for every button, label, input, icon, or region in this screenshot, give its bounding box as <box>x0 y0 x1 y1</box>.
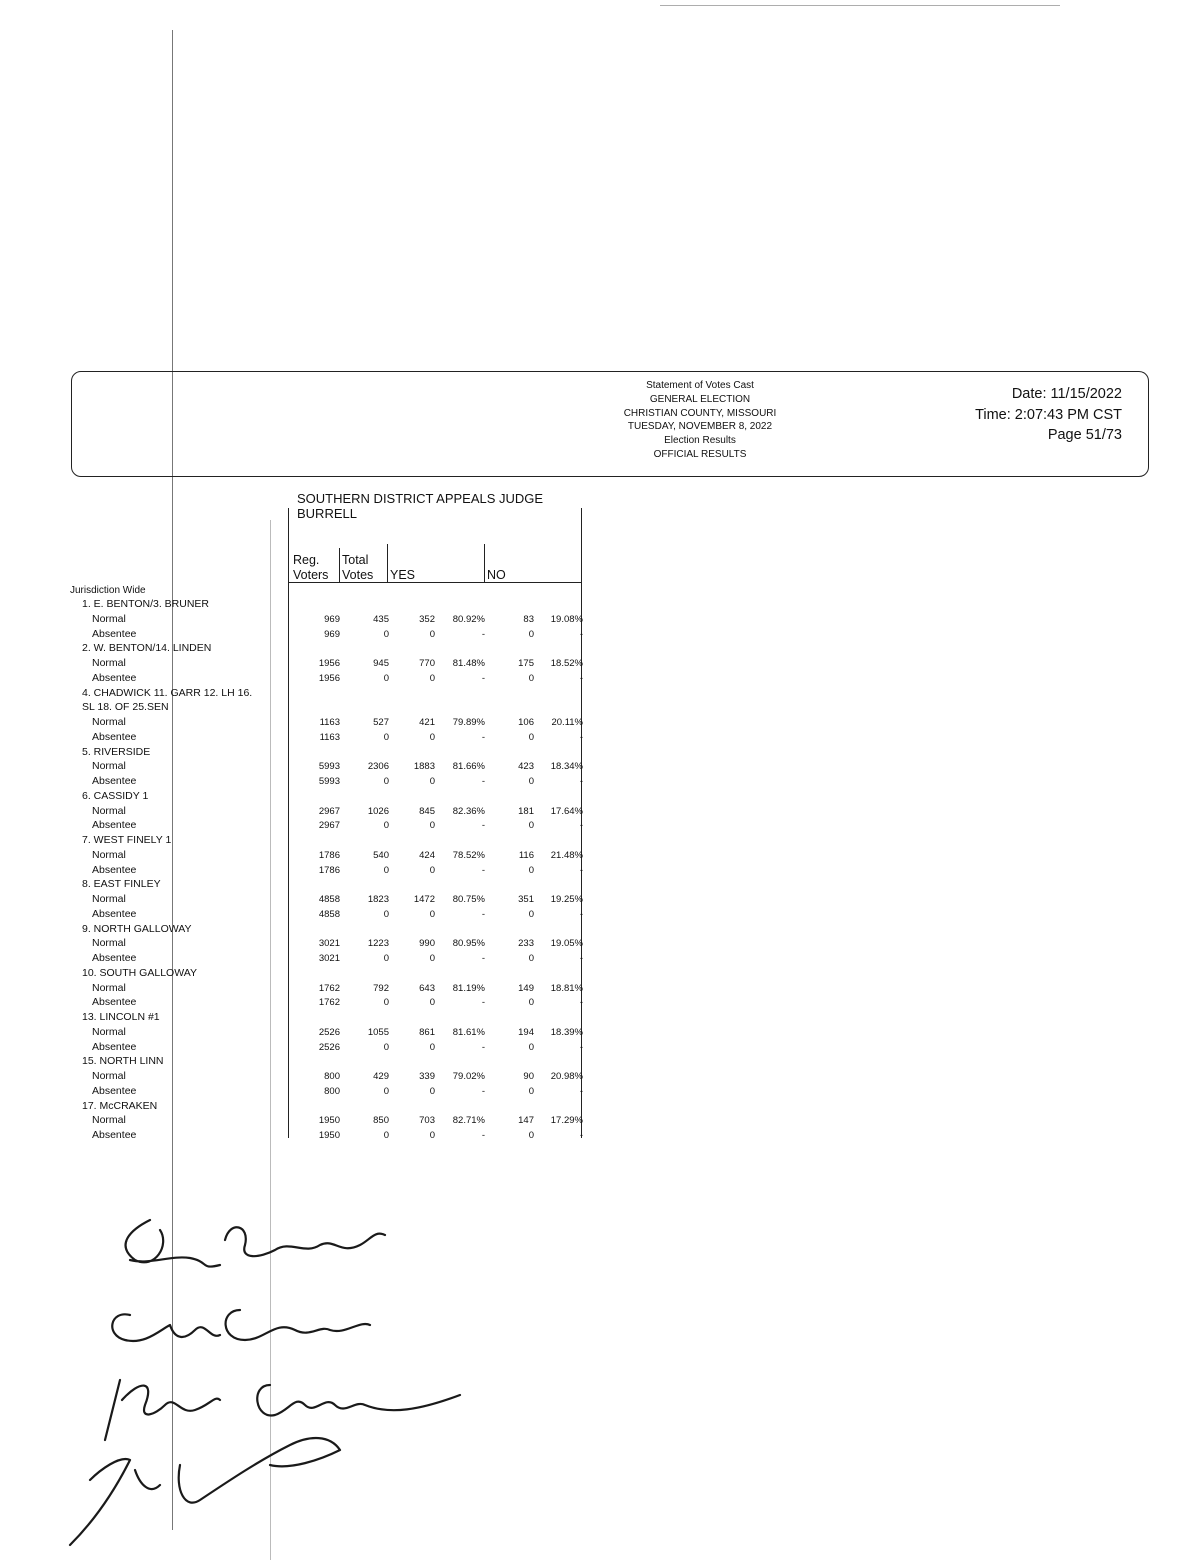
report-title-block <box>552 379 848 462</box>
table-row <box>70 1085 590 1100</box>
no-percent-cell: - <box>579 864 583 876</box>
yes-votes-cell: 0 <box>429 628 435 640</box>
official-label: OFFICIAL RESULTS <box>653 448 747 460</box>
no-percent-cell: 20.11% <box>551 717 583 728</box>
total-votes-cell: 0 <box>383 953 389 964</box>
table-row <box>70 849 590 864</box>
table-row <box>70 908 590 923</box>
reg-voters-cell: 969 <box>324 613 340 625</box>
yes-percent-cell: 78.52% <box>452 849 485 861</box>
reg-voters-cell: 1956 <box>318 658 340 669</box>
vote-type-label: Normal <box>92 612 126 625</box>
yes-percent-cell: - <box>481 953 485 964</box>
reg-voters-cell: 3021 <box>318 938 340 950</box>
reg-voters-cell: 1762 <box>318 997 340 1009</box>
total-votes-cell: 0 <box>383 820 389 832</box>
contest-heading <box>297 491 543 521</box>
reg-voters-cell: 5993 <box>318 776 340 787</box>
no-percent-cell: - <box>579 1041 583 1053</box>
vote-type-label: Normal <box>92 1070 126 1082</box>
vote-type-label: Absentee <box>92 819 137 832</box>
reg-voters-cell: 969 <box>324 628 340 640</box>
yes-votes-cell: 352 <box>419 613 435 625</box>
table-row <box>70 805 590 820</box>
vote-type-label: Absentee <box>92 952 137 964</box>
precinct-name: 7. WEST FINELY 1 <box>82 834 172 846</box>
yes-votes-cell: 0 <box>429 864 435 876</box>
no-percent-cell: - <box>579 908 583 920</box>
reg-voters-cell: 5993 <box>318 761 340 773</box>
table-row <box>70 672 590 687</box>
yes-votes-cell: 770 <box>419 658 435 669</box>
no-percent-cell: 18.34% <box>550 761 583 773</box>
no-votes-cell: 0 <box>528 1085 534 1097</box>
yes-percent-cell: - <box>481 1085 485 1097</box>
no-votes-cell: 351 <box>518 894 534 905</box>
vote-type-label: Absentee <box>92 671 137 684</box>
no-percent-cell: - <box>579 997 583 1009</box>
no-percent-cell: 18.52% <box>550 658 583 669</box>
total-votes-cell: 540 <box>373 849 389 861</box>
reg-voters-cell: 2526 <box>318 1041 340 1053</box>
col-header-total-votes: Total Votes <box>342 553 374 582</box>
reg-voters-cell: 3021 <box>318 953 340 964</box>
no-percent-cell: - <box>579 1130 583 1141</box>
reg-voters-cell: 800 <box>324 1071 340 1082</box>
table-row <box>70 657 590 672</box>
col-divider-total <box>339 548 340 582</box>
yes-percent-cell: - <box>481 672 485 684</box>
no-percent-cell: 20.98% <box>550 1071 583 1082</box>
total-votes-cell: 945 <box>373 658 389 669</box>
yes-percent-cell: 79.02% <box>452 1071 485 1082</box>
no-votes-cell: 0 <box>528 953 534 964</box>
yes-votes-cell: 424 <box>419 849 435 861</box>
table-row <box>70 819 590 834</box>
vote-type-label: Absentee <box>92 730 137 743</box>
precinct-name: 1. E. BENTON/3. BRUNER <box>82 598 210 610</box>
vote-type-label: Normal <box>92 804 126 817</box>
total-votes-cell: 0 <box>383 997 389 1009</box>
yes-votes-cell: 990 <box>419 938 435 950</box>
precinct-name: 2. W. BENTON/14. LINDEN <box>82 642 212 655</box>
no-percent-cell: 19.05% <box>550 938 583 950</box>
precinct-name: SL 18. OF 25.SEN <box>82 701 169 714</box>
total-votes-cell: 0 <box>383 1085 389 1097</box>
col-header-reg-voters: Reg. Voters <box>293 553 329 582</box>
precinct-row <box>70 746 590 761</box>
yes-percent-cell: - <box>481 776 485 787</box>
reg-voters-cell: 1950 <box>318 1115 340 1127</box>
no-percent-cell: 18.81% <box>550 982 583 994</box>
no-votes-cell: 116 <box>518 849 534 861</box>
yes-percent-cell: - <box>481 628 485 640</box>
reg-voters-cell: 1163 <box>319 717 340 728</box>
contest-title: SOUTHERN DISTRICT APPEALS JUDGE <box>297 491 544 506</box>
no-percent-cell: - <box>579 731 583 743</box>
vote-type-label: Normal <box>92 848 126 861</box>
table-row <box>70 893 590 908</box>
col-header-no: NO <box>487 568 506 582</box>
yes-votes-cell: 421 <box>419 717 435 728</box>
yes-percent-cell: 80.75% <box>452 894 485 905</box>
no-percent-cell: - <box>579 953 583 964</box>
table-row <box>70 1041 590 1056</box>
precinct-row <box>70 701 590 716</box>
yes-percent-cell: 82.71% <box>452 1115 485 1127</box>
reg-voters-cell: 4858 <box>318 894 340 905</box>
yes-votes-cell: 0 <box>429 1041 435 1053</box>
table-row <box>70 760 590 775</box>
total-votes-cell: 0 <box>383 731 389 743</box>
no-percent-cell: 18.39% <box>550 1026 583 1038</box>
vote-type-label: Absentee <box>92 907 137 920</box>
no-percent-cell: 19.25% <box>550 894 583 905</box>
table-row <box>70 982 590 997</box>
no-votes-cell: 0 <box>528 1130 534 1141</box>
no-votes-cell: 0 <box>528 1041 534 1053</box>
reg-voters-cell: 1956 <box>318 672 340 684</box>
vote-type-label: Normal <box>92 657 126 669</box>
no-percent-cell: 21.48% <box>550 849 583 861</box>
yes-percent-cell: - <box>481 731 485 743</box>
no-votes-cell: 0 <box>528 672 534 684</box>
precinct-name: 8. EAST FINLEY <box>82 878 161 891</box>
no-votes-cell: 0 <box>528 820 534 832</box>
yes-percent-cell: - <box>481 908 485 920</box>
precinct-row <box>70 790 590 805</box>
table-row <box>70 1070 590 1085</box>
yes-votes-cell: 703 <box>419 1115 435 1127</box>
no-votes-cell: 181 <box>518 805 534 817</box>
total-votes-cell: 0 <box>383 908 389 920</box>
yes-percent-cell: 81.66% <box>452 761 485 773</box>
signature-4 <box>70 1438 340 1545</box>
precinct-row <box>70 967 590 982</box>
table-row <box>70 937 590 952</box>
no-votes-cell: 194 <box>518 1026 534 1038</box>
yes-percent-cell: - <box>481 820 485 832</box>
precinct-name: 15. NORTH LINN <box>82 1055 164 1068</box>
report-header <box>71 371 1149 477</box>
vote-type-label: Normal <box>92 760 126 773</box>
total-votes-cell: 0 <box>383 1041 389 1053</box>
vote-type-label: Absentee <box>92 627 137 640</box>
reg-voters-cell: 1786 <box>318 849 340 861</box>
yes-percent-cell: 79.89% <box>452 717 485 728</box>
report-date: Date: 11/15/2022 <box>1011 386 1122 402</box>
precinct-name: 9. NORTH GALLOWAY <box>82 922 192 935</box>
election-name: GENERAL ELECTION <box>649 393 751 405</box>
vote-type-label: Normal <box>92 1114 126 1127</box>
yes-percent-cell: - <box>481 1041 485 1053</box>
no-percent-cell: - <box>579 628 583 640</box>
yes-votes-cell: 845 <box>419 805 435 817</box>
no-votes-cell: 423 <box>518 761 534 773</box>
precinct-name: 6. CASSIDY 1 <box>82 789 149 802</box>
reg-voters-cell: 2967 <box>318 805 340 817</box>
table-row <box>70 628 590 643</box>
yes-votes-cell: 0 <box>429 776 435 787</box>
precinct-row <box>70 687 590 702</box>
vote-type-label: Normal <box>92 893 126 905</box>
total-votes-cell: 0 <box>383 672 389 684</box>
precinct-row <box>70 1011 590 1026</box>
yes-votes-cell: 0 <box>429 820 435 832</box>
signature-2 <box>112 1310 370 1341</box>
vote-type-label: Normal <box>92 716 126 728</box>
no-votes-cell: 0 <box>528 776 534 787</box>
reg-voters-cell: 800 <box>324 1085 340 1097</box>
vote-type-label: Absentee <box>92 1084 137 1097</box>
no-votes-cell: 0 <box>528 908 534 920</box>
table-row <box>70 731 590 746</box>
vote-type-label: Absentee <box>92 1040 137 1053</box>
table-row <box>70 1114 590 1129</box>
candidate-name: BURRELL <box>297 506 357 521</box>
total-votes-cell: 2306 <box>367 761 389 773</box>
precinct-name: 13. LINCOLN #1 <box>82 1011 160 1023</box>
report-meta <box>975 384 1122 446</box>
yes-votes-cell: 339 <box>419 1071 435 1082</box>
yes-percent-cell: 81.19% <box>452 982 485 994</box>
table-row <box>70 716 590 731</box>
yes-votes-cell: 0 <box>429 953 435 964</box>
scan-artifact-line-top <box>660 5 1060 6</box>
vote-type-label: Normal <box>92 1025 126 1038</box>
results-label: Election Results <box>664 435 736 447</box>
yes-percent-cell: - <box>481 1130 485 1141</box>
yes-votes-cell: 0 <box>429 672 435 684</box>
total-votes-cell: 1823 <box>367 894 389 905</box>
results-table-body <box>70 598 590 1144</box>
total-votes-cell: 792 <box>373 982 389 994</box>
total-votes-cell: 1055 <box>367 1026 389 1038</box>
report-title: Statement of Votes Cast <box>646 380 754 391</box>
yes-percent-cell: - <box>481 997 485 1009</box>
total-votes-cell: 0 <box>383 1130 389 1141</box>
precinct-row <box>70 1055 590 1070</box>
yes-votes-cell: 861 <box>419 1026 435 1038</box>
precinct-name: 4. CHADWICK 11. GARR 12. LH 16. <box>82 686 253 699</box>
col-divider-yes <box>387 544 388 582</box>
election-date: TUESDAY, NOVEMBER 8, 2022 <box>627 421 773 433</box>
no-percent-cell: 17.64% <box>550 805 583 817</box>
no-votes-cell: 233 <box>518 938 534 950</box>
precinct-name: 10. SOUTH GALLOWAY <box>82 966 197 979</box>
total-votes-cell: 0 <box>383 628 389 640</box>
county-name: CHRISTIAN COUNTY, MISSOURI <box>623 407 777 419</box>
no-votes-cell: 106 <box>518 717 534 728</box>
reg-voters-cell: 1762 <box>318 982 340 994</box>
table-row <box>70 1129 590 1144</box>
yes-votes-cell: 0 <box>429 731 435 743</box>
yes-percent-cell: - <box>481 864 485 876</box>
yes-percent-cell: 80.95% <box>452 938 485 950</box>
no-percent-cell: 17.29% <box>550 1115 583 1127</box>
precinct-name: 17. McCRAKEN <box>82 1099 158 1112</box>
no-votes-cell: 0 <box>528 864 534 876</box>
no-votes-cell: 90 <box>523 1071 534 1082</box>
reg-voters-cell: 1786 <box>318 864 340 876</box>
vote-type-label: Absentee <box>92 1129 137 1141</box>
reg-voters-cell: 4858 <box>318 908 340 920</box>
reg-voters-cell: 2526 <box>318 1026 340 1038</box>
yes-votes-cell: 0 <box>429 1130 435 1141</box>
no-votes-cell: 175 <box>518 658 534 669</box>
reg-voters-cell: 1950 <box>318 1130 340 1141</box>
vote-type-label: Absentee <box>92 775 137 787</box>
precinct-name: 5. RIVERSIDE <box>82 745 151 758</box>
yes-votes-cell: 1472 <box>413 894 435 905</box>
report-time: Time: 2:07:43 PM CST <box>975 406 1122 423</box>
no-percent-cell: - <box>579 820 583 832</box>
precinct-row <box>70 878 590 893</box>
yes-votes-cell: 0 <box>429 908 435 920</box>
precinct-row <box>70 598 590 613</box>
table-row <box>70 775 590 790</box>
no-percent-cell: - <box>579 776 583 787</box>
col-divider-no <box>484 544 485 582</box>
table-row <box>70 996 590 1011</box>
no-percent-cell: - <box>579 672 583 684</box>
yes-percent-cell: 82.36% <box>452 805 485 817</box>
table-row <box>70 1026 590 1041</box>
page-number: Page 51/73 <box>1047 427 1122 443</box>
no-percent-cell: 19.08% <box>550 613 583 625</box>
yes-votes-cell: 0 <box>429 1085 435 1097</box>
yes-votes-cell: 643 <box>419 982 435 994</box>
no-votes-cell: 147 <box>518 1115 534 1127</box>
vote-type-label: Normal <box>92 981 126 994</box>
total-votes-cell: 527 <box>373 717 389 728</box>
precinct-row <box>70 834 590 849</box>
vote-type-label: Absentee <box>92 996 137 1009</box>
table-row <box>70 952 590 967</box>
no-votes-cell: 83 <box>523 613 534 625</box>
total-votes-cell: 0 <box>383 864 389 876</box>
table-row <box>70 864 590 879</box>
signature-3 <box>105 1380 460 1440</box>
no-percent-cell: - <box>579 1085 583 1097</box>
vote-type-label: Normal <box>92 937 126 950</box>
yes-percent-cell: 81.61% <box>452 1026 485 1038</box>
yes-votes-cell: 1883 <box>413 761 435 773</box>
precinct-row <box>70 923 590 938</box>
precinct-row <box>70 1100 590 1115</box>
total-votes-cell: 0 <box>383 776 389 787</box>
table-row <box>70 613 590 628</box>
no-votes-cell: 149 <box>518 982 534 994</box>
signature-1 <box>126 1220 385 1267</box>
reg-voters-cell: 2967 <box>318 820 340 832</box>
no-votes-cell: 0 <box>528 997 534 1009</box>
signature-block <box>60 1200 500 1560</box>
total-votes-cell: 1223 <box>367 938 389 950</box>
total-votes-cell: 850 <box>373 1115 389 1127</box>
vote-type-label: Absentee <box>92 863 137 876</box>
total-votes-cell: 435 <box>373 613 389 625</box>
reg-voters-cell: 1163 <box>319 731 340 743</box>
total-votes-cell: 1026 <box>367 805 389 817</box>
col-header-yes: YES <box>390 568 416 582</box>
no-votes-cell: 0 <box>528 731 534 743</box>
yes-percent-cell: 80.92% <box>452 613 485 625</box>
jurisdiction-label: Jurisdiction Wide <box>70 585 146 596</box>
no-votes-cell: 0 <box>528 628 534 640</box>
yes-percent-cell: 81.48% <box>452 658 485 669</box>
header-underline <box>288 582 582 583</box>
yes-votes-cell: 0 <box>429 997 435 1009</box>
total-votes-cell: 429 <box>373 1071 389 1082</box>
precinct-row <box>70 642 590 657</box>
